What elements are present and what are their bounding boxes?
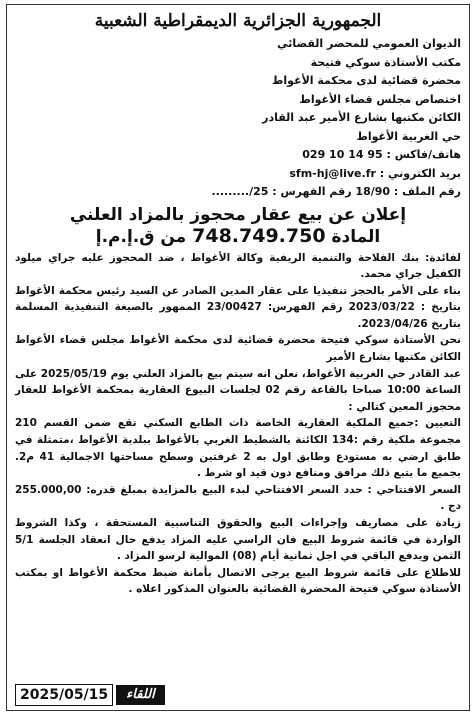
phone-label: هاتف/فاكس : — [386, 148, 461, 161]
republic-title: الجمهورية الجزائرية الديمقراطية الشعبية — [94, 11, 382, 31]
email-line — [15, 165, 461, 184]
legal-notice-page — [6, 4, 470, 711]
notice-body — [15, 250, 461, 598]
file-label: رقم الملف : — [393, 185, 461, 198]
paragraph-contact: للاطلاع على قائمة شروط البيع يرجى الاتصال بأمانة ضبط محكمة الأغواط او بمكتب الأستاذة سوكي فتيحة المحضرة القضائية بالعنوان المذكور اعلاه . — [15, 566, 461, 596]
paragraph-beneficiary: لفائدة: بنك الفلاحة والتنمية الريفية وكالة الأغواط ، ضد المحجوز عليه جراي ميلود الكفيل جراي محمد. — [15, 251, 461, 281]
ad-title: إعلان عن بيع عقار محجوز بالمزاد العلني — [69, 204, 407, 225]
article-label: المادة — [331, 226, 381, 247]
paragraph-order: بناء على الأمر بالحجز تنفيذيا على عقار المدين الصادر عن السيد رئيس محكمة الأغواط بتاريخ : 2023/03/22 رقم الفهرس: 23/00427 الممهور بالصيغة التنفيذية المسلمة بتاريخ 2023/04/26. — [15, 284, 461, 330]
phone-value: 029 10 14 95 — [302, 148, 383, 161]
email-value: sfm-hj@live.fr — [289, 166, 376, 180]
index-label: رقم الفهرس : — [272, 185, 352, 198]
phone-line — [15, 146, 461, 165]
office-line: مكتب الأستاذة سوكي فتيحة — [310, 55, 461, 69]
article-numbers: 748.749.750 — [192, 224, 326, 247]
paragraph-designation: التعيين :جميع الملكية العقارية الخاصة ذات الطابع السكني تقع ضمن القسم 210 مجموعة ملكية رقم :134 الكائنة بالشطيط الغربي بالأغواط ببلدية الأغواط ،متمثلة في طابق ارضي به مستودع وطابق اول به 2 غرفتين وسطح مساحتها الاجمالية 41 م2. بجميع ما يتبع ذلك مرافق ومنافع دون قيد او شرط . — [15, 417, 462, 480]
office-line: محضرة قضائية لدى محكمة الأغواط — [271, 74, 461, 87]
footer — [15, 682, 461, 708]
paragraph-sale-date: عبد القادر حي الغربية الأغواط، نعلن انه سيتم بيع بالمزاد العلني يوم 2025/05/19 على الساعة 10:00 صباحا بالقاعة رقم 02 لجلسات البيوع العقارية بمحكمة الأغواط للعقار محجوز المعين كتالي : — [15, 367, 461, 413]
office-line: حي الغربية الأغواط — [356, 129, 461, 143]
office-header — [15, 35, 461, 202]
paragraph-bailiff: نحن الأستاذة سوكي فتيحة محضرة قضائية لدى محكمة الأغواط مجلس قضاء الأغواط الكائن مكتبها بشارع الأمير — [15, 334, 461, 364]
file-value: 18/90 — [355, 185, 391, 198]
index-value: ........./25 — [211, 185, 269, 198]
office-line: الديوان العمومي للمحضر القضائي — [277, 37, 461, 50]
email-label: بريد الكتروني : — [379, 166, 461, 180]
file-line — [15, 183, 461, 202]
newspaper-name: اللقاء — [116, 685, 165, 705]
office-line: اختصاص مجلس قضاء الأغواط — [299, 92, 461, 106]
paragraph-conditions: زيادة على مصاريف وإجراءات البيع والحقوق التناسبية المستحقة ، وكذا الشروط الواردة في قائمة شروط البيع فان الراسي عليه المزاد يدفع حال انعقاد الجلسة 5/1 الثمن ويدفع الباقي في اجل ثمانية أيام (08) الموالية لرسو المزاد . — [15, 517, 461, 563]
ad-subtitle — [15, 225, 461, 248]
office-line: الكائن مكتبها بشارع الأمير عبد القادر — [262, 111, 461, 124]
code-reference: من ق.إ.م.إ — [95, 226, 187, 247]
publication-date: 2025/05/15 — [15, 684, 113, 706]
paragraph-opening-price: السعر الافتتاحي : حدد السعر الافتتاحي لبدء البيع بالمزايدة بمبلغ قدره: 255.000,00 دج . — [15, 483, 461, 513]
